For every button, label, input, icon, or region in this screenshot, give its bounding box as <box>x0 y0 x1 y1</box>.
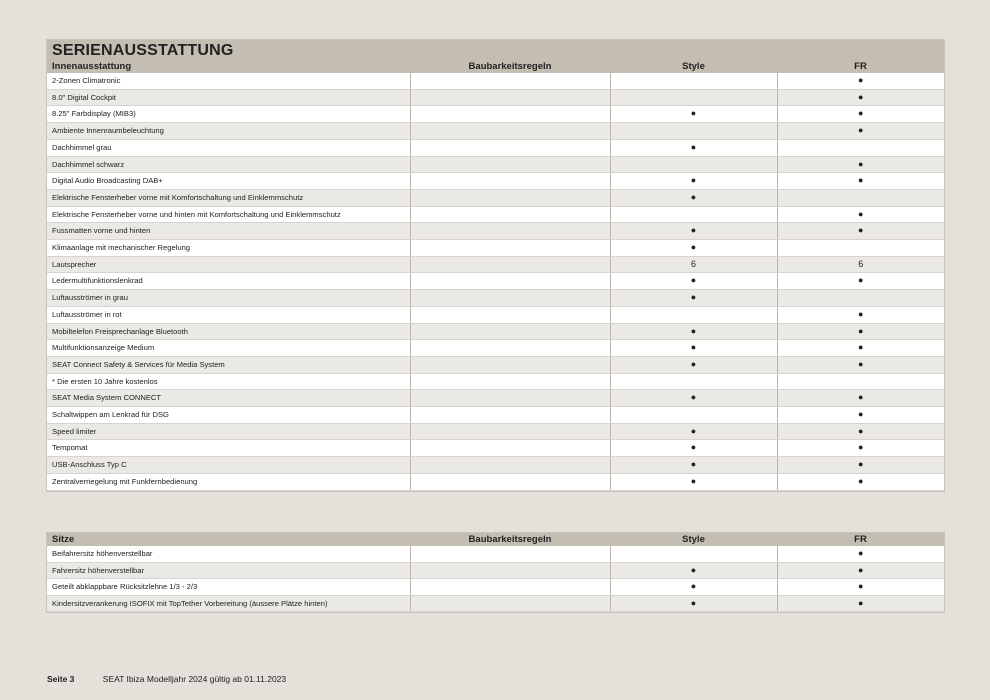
fr-cell: ● <box>777 407 944 424</box>
column-header-fr: FR <box>777 60 944 73</box>
style-cell <box>610 407 777 424</box>
style-cell <box>610 73 777 89</box>
feature-cell: SEAT Media System CONNECT <box>47 390 410 407</box>
table-row <box>47 440 944 457</box>
fr-cell: ● <box>777 156 944 173</box>
interior-equipment-block <box>47 40 944 491</box>
table-row <box>47 273 944 290</box>
style-cell: ● <box>610 390 777 407</box>
feature-cell: Zentralverriegelung mit Funkfernbedienung <box>47 473 410 490</box>
rule-cell <box>410 123 610 140</box>
table-row <box>47 595 944 612</box>
rule-cell <box>410 407 610 424</box>
feature-cell: Luftausströmer in rot <box>47 306 410 323</box>
rule-cell <box>410 323 610 340</box>
table-row <box>47 256 944 273</box>
fr-cell: ● <box>777 323 944 340</box>
feature-cell: Schaltwippen am Lenkrad für DSG <box>47 407 410 424</box>
fr-cell: ● <box>777 390 944 407</box>
table-row <box>47 407 944 424</box>
fr-cell: ● <box>777 89 944 106</box>
fr-cell: ● <box>777 340 944 357</box>
table-row <box>47 306 944 323</box>
style-cell: ● <box>610 240 777 257</box>
fr-cell: ● <box>777 123 944 140</box>
fr-cell: ● <box>777 579 944 596</box>
fr-cell: ● <box>777 356 944 373</box>
fr-cell: ● <box>777 206 944 223</box>
page-number: Seite 3 <box>47 674 75 684</box>
fr-cell: ● <box>777 562 944 579</box>
table-row <box>47 240 944 257</box>
style-cell: ● <box>610 457 777 474</box>
column-header-feature: Innenausstattung <box>47 60 410 73</box>
style-cell <box>610 373 777 390</box>
feature-cell: Dachhimmel schwarz <box>47 156 410 173</box>
style-cell: ● <box>610 595 777 612</box>
rule-cell <box>410 473 610 490</box>
interior-table-body <box>47 73 944 490</box>
column-header-style: Style <box>610 533 777 546</box>
rule-cell <box>410 356 610 373</box>
feature-cell: Ledermultifunktionslenkrad <box>47 273 410 290</box>
feature-cell: SEAT Connect Safety & Services für Media System <box>47 356 410 373</box>
table-row <box>47 139 944 156</box>
seats-block <box>47 533 944 612</box>
feature-cell: Mobiltelefon Freisprechanlage Bluetooth <box>47 323 410 340</box>
seats-table-body <box>47 546 944 612</box>
table-row <box>47 373 944 390</box>
feature-cell: Elektrische Fensterheber vorne und hinten mit Komfortschaltung und Einklemmschutz <box>47 206 410 223</box>
table-row <box>47 123 944 140</box>
fr-cell: ● <box>777 73 944 89</box>
style-cell: ● <box>610 139 777 156</box>
table-row <box>47 156 944 173</box>
table-row <box>47 89 944 106</box>
style-cell: ● <box>610 323 777 340</box>
table-row <box>47 579 944 596</box>
table-row <box>47 290 944 307</box>
fr-cell: ● <box>777 273 944 290</box>
feature-cell: Lautsprecher <box>47 256 410 273</box>
fr-cell <box>777 373 944 390</box>
table-header-row <box>47 60 944 73</box>
style-cell: ● <box>610 106 777 123</box>
table-row <box>47 173 944 190</box>
table-row <box>47 457 944 474</box>
column-header-fr: FR <box>777 533 944 546</box>
table-row <box>47 473 944 490</box>
footer-text: SEAT Ibiza Modelljahr 2024 gültig ab 01.11.2023 <box>102 674 287 684</box>
rule-cell <box>410 457 610 474</box>
feature-cell: Klimaanlage mit mechanischer Regelung <box>47 240 410 257</box>
feature-cell: Tempomat <box>47 440 410 457</box>
fr-cell <box>777 240 944 257</box>
fr-cell: ● <box>777 546 944 562</box>
feature-cell: 8.25" Farbdisplay (MIB3) <box>47 106 410 123</box>
table-row <box>47 223 944 240</box>
rule-cell <box>410 373 610 390</box>
fr-cell: ● <box>777 595 944 612</box>
style-cell <box>610 206 777 223</box>
column-header-rules: Baubarkeitsregeln <box>410 533 610 546</box>
rule-cell <box>410 89 610 106</box>
rule-cell <box>410 290 610 307</box>
fr-cell: ● <box>777 423 944 440</box>
feature-cell: Beifahrersitz höhenverstellbar <box>47 546 410 562</box>
rule-cell <box>410 189 610 206</box>
table-row <box>47 340 944 357</box>
column-header-style: Style <box>610 60 777 73</box>
rule-cell <box>410 390 610 407</box>
fr-cell: ● <box>777 457 944 474</box>
feature-cell: Speed limiter <box>47 423 410 440</box>
fr-cell: ● <box>777 473 944 490</box>
style-cell <box>610 546 777 562</box>
table-row <box>47 73 944 89</box>
style-cell: ● <box>610 356 777 373</box>
style-cell: ● <box>610 440 777 457</box>
table-row <box>47 356 944 373</box>
table-row <box>47 423 944 440</box>
table-row <box>47 390 944 407</box>
rule-cell <box>410 139 610 156</box>
rule-cell <box>410 173 610 190</box>
rule-cell <box>410 579 610 596</box>
style-cell <box>610 306 777 323</box>
feature-cell: Kindersitzverankerung ISOFIX mit TopTether Vorbereitung (äussere Plätze hinten) <box>47 595 410 612</box>
style-cell: ● <box>610 189 777 206</box>
feature-cell: 8.0" Digital Cockpit <box>47 89 410 106</box>
style-cell: ● <box>610 473 777 490</box>
fr-cell: ● <box>777 106 944 123</box>
style-cell: ● <box>610 290 777 307</box>
feature-cell: Fahrersitz höhenverstellbar <box>47 562 410 579</box>
feature-cell: Geteilt abklappbare Rücksitzlehne 1/3 - 2/3 <box>47 579 410 596</box>
style-cell <box>610 89 777 106</box>
table-row <box>47 106 944 123</box>
feature-cell: Luftausströmer in grau <box>47 290 410 307</box>
rule-cell <box>410 206 610 223</box>
style-cell: ● <box>610 423 777 440</box>
rule-cell <box>410 546 610 562</box>
section-title: SERIENAUSSTATTUNG <box>47 40 944 60</box>
rule-cell <box>410 273 610 290</box>
interior-equipment-table <box>47 60 944 491</box>
rule-cell <box>410 256 610 273</box>
feature-cell: Dachhimmel grau <box>47 139 410 156</box>
page-footer <box>47 674 286 684</box>
style-cell: ● <box>610 173 777 190</box>
rule-cell <box>410 223 610 240</box>
feature-cell: Fussmatten vorne und hinten <box>47 223 410 240</box>
style-cell: ● <box>610 562 777 579</box>
fr-cell: 6 <box>777 256 944 273</box>
feature-cell: Ambiente Innenraumbeleuchtung <box>47 123 410 140</box>
rule-cell <box>410 595 610 612</box>
column-header-feature: Sitze <box>47 533 410 546</box>
style-cell: ● <box>610 579 777 596</box>
table-row <box>47 562 944 579</box>
table-row <box>47 546 944 562</box>
table-row <box>47 189 944 206</box>
style-cell <box>610 123 777 140</box>
rule-cell <box>410 440 610 457</box>
feature-cell: Elektrische Fensterheber vorne mit Komfortschaltung und Einklemmschutz <box>47 189 410 206</box>
rule-cell <box>410 240 610 257</box>
fr-cell: ● <box>777 223 944 240</box>
feature-cell: Digital Audio Broadcasting DAB+ <box>47 173 410 190</box>
feature-cell: * Die ersten 10 Jahre kostenlos <box>47 373 410 390</box>
seats-table <box>47 533 944 612</box>
feature-cell: USB-Anschluss Typ C <box>47 457 410 474</box>
fr-cell <box>777 290 944 307</box>
rule-cell <box>410 73 610 89</box>
column-header-rules: Baubarkeitsregeln <box>410 60 610 73</box>
rule-cell <box>410 306 610 323</box>
style-cell: ● <box>610 273 777 290</box>
fr-cell: ● <box>777 306 944 323</box>
style-cell: ● <box>610 223 777 240</box>
fr-cell: ● <box>777 173 944 190</box>
rule-cell <box>410 423 610 440</box>
rule-cell <box>410 562 610 579</box>
style-cell <box>610 156 777 173</box>
fr-cell <box>777 139 944 156</box>
fr-cell <box>777 189 944 206</box>
rule-cell <box>410 106 610 123</box>
style-cell: ● <box>610 340 777 357</box>
rule-cell <box>410 156 610 173</box>
table-header-row <box>47 533 944 546</box>
rule-cell <box>410 340 610 357</box>
feature-cell: 2-Zonen Climatronic <box>47 73 410 89</box>
fr-cell: ● <box>777 440 944 457</box>
feature-cell: Multifunktionsanzeige Medium <box>47 340 410 357</box>
table-row <box>47 206 944 223</box>
style-cell: 6 <box>610 256 777 273</box>
table-row <box>47 323 944 340</box>
